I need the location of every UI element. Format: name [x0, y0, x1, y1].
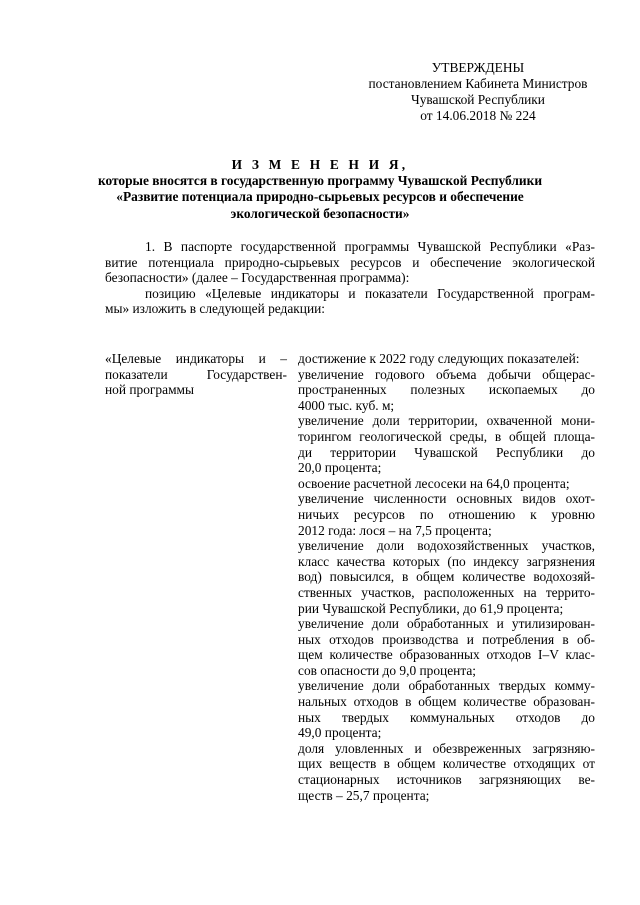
label-line-2: показатели Государствен- [105, 366, 287, 382]
paragraph-2-line-1: позицию «Целевые индикаторы и показатели Государственной програм- [145, 285, 595, 301]
paragraph-2 [105, 286, 595, 317]
indicator-line: доля уловленных и обезвреженных загрязняю- [298, 740, 595, 756]
indicator-item [298, 413, 595, 475]
indicator-line: нальных отходов в общем количестве образован- [298, 694, 595, 710]
title-line-2: которые вносятся в государственную программу Чувашской Республики [97, 173, 543, 189]
indicator-line: увеличение доли территории, охваченной мони- [298, 413, 595, 429]
indicator-line: щих веществ в общем количестве отходящих от [298, 756, 595, 772]
title-line-3: «Развитие потенциала природно-сырьевых ресурсов и обеспечение [116, 189, 524, 205]
paragraph-1-line-2: витие потенциала природно-сырьевых ресурсов и обеспечение экологической [105, 254, 595, 270]
indicator-line: достижение к 2022 году следующих показателей: [298, 351, 580, 366]
indicator-line: пространенных полезных ископаемых до [298, 382, 595, 398]
approval-authority: постановлением Кабинета Министров [368, 76, 588, 91]
indicator-line: рии Чувашской Республики, до 61,9 процента; [298, 600, 564, 616]
title-heading: И З М Е Н Е Н И Я, [231, 157, 409, 172]
indicator-line: ществ – 25,7 процента; [298, 787, 430, 803]
approval-date-number: от 14.06.2018 № 224 [420, 108, 536, 123]
table-row-label [105, 351, 287, 398]
indicator-line: 20,0 процента; [298, 460, 382, 476]
body-text [105, 239, 595, 317]
indicator-item [298, 741, 595, 803]
indicator-item [298, 367, 595, 414]
indicator-line: торингом геологической среды, в общей площа- [298, 428, 595, 444]
indicator-item [298, 491, 595, 538]
indicator-item [298, 476, 595, 492]
indicator-line: увеличение годового объема добычи общерас- [298, 366, 595, 382]
indicator-line: ди территории Чувашской Республики до [298, 444, 595, 460]
indicator-line: 49,0 процента; [298, 725, 382, 741]
indicator-line: 4000 тыс. куб. м; [298, 397, 395, 413]
approval-region: Чувашской Республики [411, 92, 545, 107]
indicator-line: щем количестве образованных отходов I–V клас- [298, 647, 595, 663]
indicator-line: увеличение доли обработанных твердых комму- [298, 678, 595, 694]
indicator-line: ных твердых коммунальных отходов до [298, 709, 595, 725]
paragraph-1-line-1: 1. В паспорте государственной программы Чувашской Республики «Раз- [145, 239, 595, 254]
table-row-value [298, 351, 595, 803]
indicator-item [298, 678, 595, 740]
indicator-item [298, 616, 595, 678]
paragraph-1 [105, 239, 595, 286]
indicator-item [298, 538, 595, 616]
indicator-line: ничьих ресурсов по отношению к уровню [298, 506, 595, 522]
indicator-line: класс качества которых (по индексу загрязнения [298, 553, 595, 569]
document-title [60, 157, 580, 222]
indicator-line: увеличение доли водохозяйственных участков, [298, 538, 595, 554]
paragraph-2-line-2: мы» изложить в следующей редакции: [105, 301, 326, 317]
indicator-line: стационарных источников загрязняющих ве- [298, 772, 595, 788]
indicator-line: освоение расчетной лесосеки на 64,0 процента; [298, 475, 570, 491]
label-line-3: ной программы [105, 382, 195, 398]
indicator-line: 2012 года: лося – на 7,5 процента; [298, 522, 492, 538]
title-line-4: экологической безопасности» [230, 205, 410, 221]
indicator-item [298, 351, 595, 367]
indicator-line: сов опасности до 9,0 процента; [298, 662, 477, 678]
paragraph-1-line-3: безопасности» (далее – Государственная программа): [105, 270, 410, 286]
label-line-1: «Целевые индикаторы и – [105, 351, 287, 366]
indicator-line: вод) повысился, в общем количестве водохозяй- [298, 569, 595, 585]
indicator-line: ных отходов производства и потребления в об- [298, 631, 595, 647]
approval-stamp [362, 60, 594, 124]
indicator-line: ственных участков, расположенных на террито- [298, 584, 595, 600]
approval-title: УТВЕРЖДЕНЫ [431, 60, 525, 75]
indicator-line: увеличение доли обработанных и утилизирован- [298, 616, 595, 632]
indicator-line: увеличение численности основных видов охот- [298, 491, 595, 507]
